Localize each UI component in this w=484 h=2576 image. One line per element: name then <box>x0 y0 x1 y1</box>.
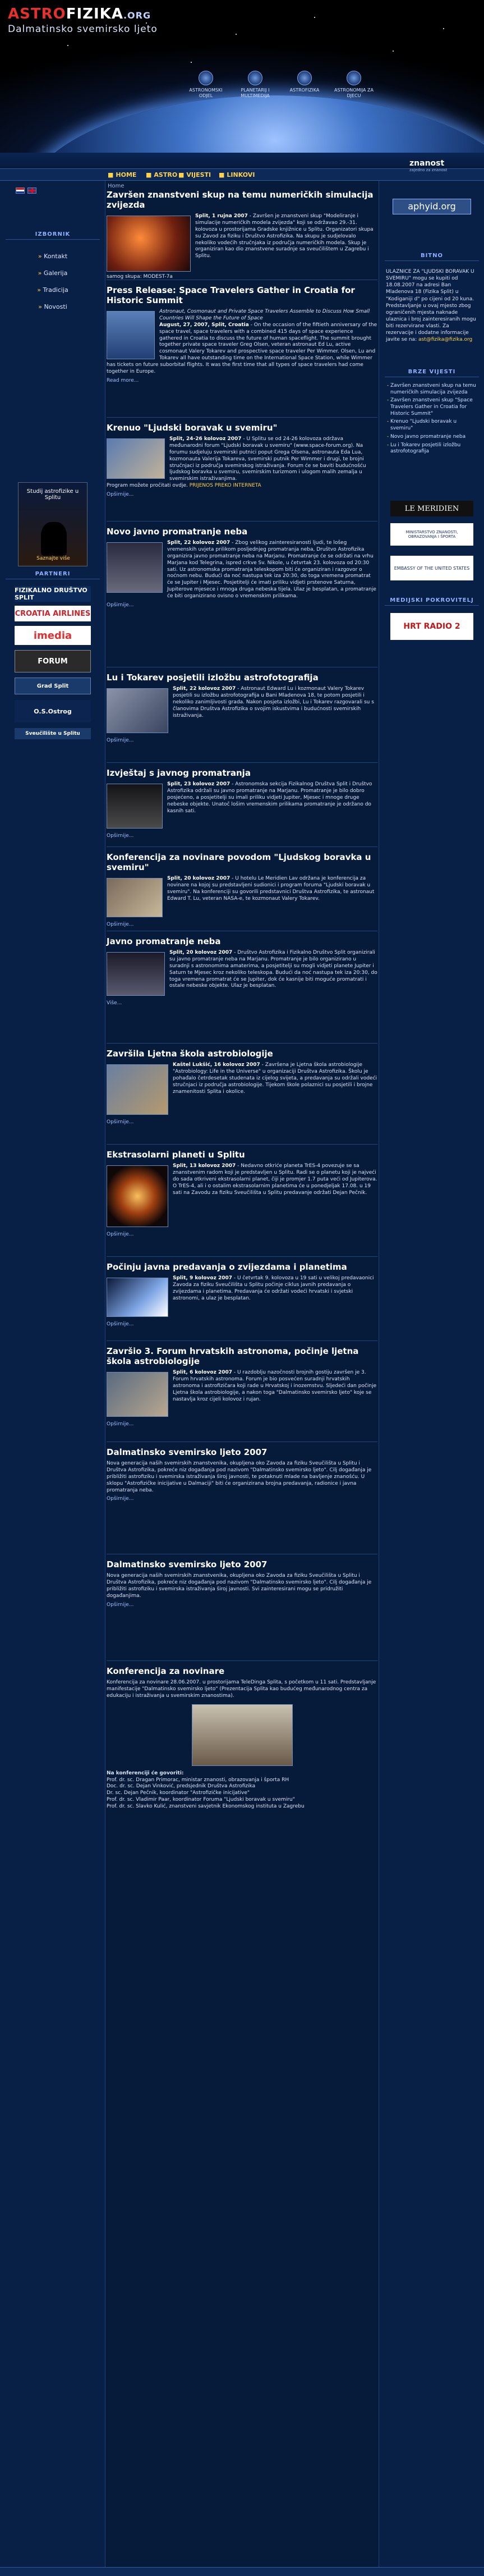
news-column <box>107 190 377 2567</box>
article-image <box>107 1278 168 1317</box>
article: Počinju javna predavanja o zvijezdama i planetima Split, 9 kolovoz 2007 - U četvrtak 9. kolovoza u 19 sati u velikoj predavaonici Zavoda za fiziku Sveučilišta u Splitu počinje ciklus javnih predavanja o zvijezdama i planetima. Predavanja će održati vodeći hrvatski i svjetski astronomi, a ulaz je besplatan. Opširnije... <box>107 1262 377 1328</box>
article-title[interactable]: Počinju javna predavanja o zvijezdama i planetima <box>107 1262 347 1272</box>
croatian-flag-icon[interactable] <box>16 187 25 194</box>
article: Konferencija za novinare povodom "Ljudskog boravka u svemiru" Split, 20 kolovoz 2007 - U hotelu Le Meridien Lav održana je konferencija za novinare na kojoj su predstavljeni sudionici i program foruma "Ljudski boravak u svemiru". Na konferenciji su govorili predstavnici Društva Astrofizika, te astronaut Edward T. Lu, veteran NASA-e, te kozmonaut Valery Tokarev. Opširnije... <box>107 852 377 928</box>
partner-sveuciliste[interactable]: Sveučilište u Splitu <box>15 728 91 739</box>
article-image <box>107 311 155 359</box>
article-caption: samog skupa: MODEST-7a <box>107 274 173 280</box>
article-image <box>107 1372 168 1417</box>
studij-astrofizike-banner[interactable] <box>18 482 87 566</box>
top-nav-item-djeca[interactable]: ASTRONOMIJA ZA DJECU <box>333 71 375 98</box>
article-title[interactable]: Konferencija za novinare <box>107 1666 225 1676</box>
left-sidebar <box>0 181 105 2576</box>
speaker-item: Prof. dr. sc. Slavko Kulić, znanstveni savjetnik Ekonomskog instituta u Zagrebu <box>107 1804 305 1809</box>
article-title[interactable]: Dalmatinsko svemirsko ljeto 2007 <box>107 1447 268 1457</box>
article-title[interactable]: Završila Ljetna škola astrobiologije <box>107 1049 273 1059</box>
article: Završio 3. Forum hrvatskih astronoma, počinje ljetna škola astrobiologije Split, 6 kolovoz 2007 - U razdoblju nazočnosti brojnih gostiju završen je 3. Forum hrvatskih astronoma. Forum je bio posvećen suradnji hrvatskih astronoma i astrofizičara koji rade u Hrvatskoj i inozemstvu. Sljedeći dan počinje Ljetna škola astrobiologije, a nakon toga "Dalmatinsko svemirsko ljeto" koje se nastavlja kroz cijeli kolovoz i rujan. Opširnije... <box>107 1346 377 1427</box>
article-image <box>107 784 163 829</box>
read-more-link[interactable]: Opširnije... <box>107 922 134 927</box>
article-image <box>107 952 165 996</box>
nav-linkovi[interactable]: ■ LINKOVI <box>219 171 255 179</box>
menu-tradicija[interactable]: » Tradicija <box>6 286 100 294</box>
site-logo[interactable] <box>8 6 158 35</box>
read-more-link[interactable]: Opširnije... <box>107 1119 134 1125</box>
article: Dalmatinsko svemirsko ljeto 2007 Nova generacija naših svemirskih znanstvenika, okupljena oko Zavoda za fiziku Sveučilišta u Splitu i Društva Astrofizika, pokreće niz događanja pod nazivom "Dalmatinsko svemirsko ljeto". Cilj događanja je približiti astrofiziku i svemirska istraživanja široj javnosti. Svi zainteresirani mogu se pridružiti događanjima. Opširnije... <box>107 1559 377 1608</box>
banner-title: Studij astrofizike u Splitu <box>26 488 79 501</box>
article-image <box>107 1165 168 1227</box>
media-title: MEDIJSKI POKROVITELJ <box>385 597 479 606</box>
partner-imedia[interactable]: imedia <box>15 626 91 645</box>
star-icon <box>297 71 312 85</box>
right-sidebar <box>379 181 484 2576</box>
contact-email-link[interactable]: ast@fizika@fizika.org <box>418 337 473 343</box>
article-title[interactable]: Dalmatinsko svemirsko ljeto 2007 <box>107 1559 268 1570</box>
article-image <box>107 542 163 593</box>
read-more-link[interactable]: Opširnije... <box>107 602 134 608</box>
speaker-item: Prof. dr. sc. Vladimir Paar, koordinator Foruma "Ljudski boravak u svemiru" <box>107 1797 295 1803</box>
logo-fizika-text: FIZIKA <box>66 6 123 22</box>
telescope-silhouette-icon <box>41 522 67 556</box>
partneri-title: PARTNERI <box>6 571 100 579</box>
read-more-link[interactable]: Opširnije... <box>107 738 134 743</box>
aphyid-link[interactable]: aphyid.org <box>393 199 471 214</box>
language-switcher <box>16 187 36 194</box>
quick-news-list <box>387 383 477 457</box>
ministry-logo[interactable]: MINISTARSTVO ZNANOSTI, OBRAZOVANJA I ŠPORTA <box>390 523 473 546</box>
press-conference-image <box>192 1704 293 1766</box>
izbornik-title: IZBORNIK <box>6 231 100 240</box>
breadcrumb[interactable]: Home <box>108 183 125 189</box>
site-header <box>0 0 484 168</box>
partner-fizikalno-drustvo[interactable]: FIZIKALNO DRUŠTVO SPLIT <box>15 586 91 602</box>
hrt-radio2-logo[interactable]: HRT RADIO 2 <box>390 613 473 640</box>
speaker-item: Doc. dr. sc. Dejan Vinković, predsjednik Društva Astrofizika <box>107 1783 256 1790</box>
article: Javno promatranje neba Split, 20 kolovoz 2007 - Društvo Astrofizika i Fizikalno Društvo Split organizirali su javno promatranje neba na Marjanu. Promatranje je bilo organizirano u suradnji s astronomima amaterima, a posjetitelji su mogli vidjeti planete Jupiter i Saturn te Mjesec kroz nekoliko teleskopa. Budući da noć nastupa tek iza 20:30, do toga vremena promatrat će se Jupiter, dok će kasnije biti moguće promatrati i ostale nebeske objekte. Ulaz je besplatan. Više... <box>107 936 377 1006</box>
article: Dalmatinsko svemirsko ljeto 2007 Nova generacija naših svemirskih znanstvenika, okupljena oko Zavoda za fiziku Sveučilišta u Splitu i Društva Astrofizika, pokreće niz događanja pod nazivom "Dalmatinsko svemirsko ljeto". Cilj događanja je približiti astrofiziku i svemirska istraživanja široj javnosti, te potaknuti mlade na bavljenje znanošću. U sklopu "Astrofizičke inicijative u Dalmaciji" biti će organizirana brojna predavanja, radionice i javna promatranja neba. Opširnije... <box>107 1447 377 1503</box>
banner-button[interactable]: Saznajte više <box>36 556 70 561</box>
quick-news-item[interactable]: - Novo javno promatranje neba <box>387 434 477 441</box>
read-more-link[interactable]: Opširnije... <box>107 1602 134 1608</box>
article: Izvještaj s javnog promatranja Split, 23 kolovoz 2007 - Astronomska sekcija Fizikalnog Društva Split i Društvo Astrofizika održali su javno promatranje na Marjanu. Promatranje je bilo dobro posjećeno, a posjetitelji su imali priliku vidjeti Jupiter, Mjesec i mnoge druge nebeske objekte. Unatoč lošim vremenskim prilikama promatranje je održano do kasnih sati. Opširnije... <box>107 768 377 840</box>
partner-forum[interactable]: FORUM <box>15 650 91 672</box>
article-title[interactable]: Javno promatranje neba <box>107 936 221 946</box>
nav-vijesti[interactable]: ■ VIJESTI <box>178 171 211 179</box>
article: Završila Ljetna škola astrobiologije Kaštel Lukšić, 16 kolovoz 2007 - Završena je Ljetna škola astrobiologije "Astrobiology: Life in the Universe" u organizaciji Društva Astrofizika. Školu je pohađalo četrdesetak studenata iz cijelog svijeta, a predavanja su održali vodeći stručnjaci iz područja astrobiologije. Tijekom škole polaznici su posjetili i brojne znamenitosti Splita i okolice. Opširnije... <box>107 1049 377 1125</box>
article: Lu i Tokarev posjetili izložbu astrofotografija Split, 22 kolovoz 2007 - Astronaut Edward Lu i kozmonaut Valery Tokarev posjetili su izložbu astrofotografija u Bani Mladenova 18, te potom posjetili i nekoliko zanimljivosti grada. Nakon posjeta izložbi, Lu i Tokarev razgovarali su s članovima Društva Astrofizika o svojim iskustvima i budućnosti svemirskih istraživanja. Opširnije... <box>107 672 377 744</box>
article-title[interactable]: Novo javno promatranje neba <box>107 527 248 537</box>
read-more-link[interactable]: Više... <box>107 1000 122 1006</box>
read-more-link[interactable]: Opširnije... <box>107 833 134 839</box>
speaker-item: Prof. dr. sc. Dragan Primorac, ministar znanosti, obrazovanja i športa RH <box>107 1777 289 1783</box>
read-more-link[interactable]: Opširnije... <box>107 1496 134 1502</box>
quick-news-item[interactable]: - Krenuo "Ljudski boravak u svemiru" <box>387 419 477 432</box>
quick-news-item[interactable]: - Završen znanstveni skup "Space Travelers Gather in Croatia for Historic Summit" <box>387 397 477 417</box>
article-image <box>107 438 165 479</box>
article-image <box>107 688 168 733</box>
quick-news-item[interactable]: - Završen znanstveni skup na temu numeričkih simulacija zvijezda <box>387 383 477 396</box>
top-nav-item-astrofizika[interactable]: ASTROFIZIKA <box>284 71 325 98</box>
article-title[interactable]: Press Release: Space Travelers Gather in Croatia for Historic Summit <box>107 285 355 305</box>
brze-vijesti-title: BRZE VIJESTI <box>385 369 479 377</box>
article-title[interactable]: Završen znanstveni skup na temu numeričkih simulacija zvijezda <box>107 190 374 210</box>
article: Ekstrasolarni planeti u Splitu Split, 13 kolovoz 2007 - Nedavno otkriće planeta TrES-4 povezuje se sa znanstvenim radom koji je predstavljen u Splitu. Radi se o planetu koji je najveći do sada otkriveni ekstrasolarni planet, čiji je promjer 1.7 puta veći od Jupiterova. O TrES-4, ali i o ostalim ekstrasolarnim planetima će u ponedjeljak 17.08. u 19 sati na Zavodu za fiziku Sveučilišta u Splitu predavanje održati Dejan Pečnik. Opširnije... <box>107 1150 377 1237</box>
article-title[interactable]: Izvještaj s javnog promatranja <box>107 768 251 778</box>
read-more-link[interactable]: Read more... <box>107 377 139 383</box>
article-title[interactable]: Krenuo "Ljudski boravak u svemiru" <box>107 423 278 433</box>
article-title[interactable]: Završio 3. Forum hrvatskih astronoma, počinje ljetna škola astrobiologije <box>107 1346 359 1366</box>
article-image <box>107 216 191 272</box>
top-nav-item-astronomski[interactable]: ASTRONOMSKI ODJEL <box>185 71 227 98</box>
znanost-logo[interactable]: znanost zajedno za znanost <box>409 159 448 172</box>
article-title[interactable]: Ekstrasolarni planeti u Splitu <box>107 1150 245 1160</box>
article-title[interactable]: Konferencija za novinare povodom "Ljudskog boravka u svemiru" <box>107 852 371 872</box>
menu-galerija[interactable]: » Galerija <box>6 269 100 277</box>
article: Krenuo "Ljudski boravak u svemiru" Split, 24-26 kolovoz 2007 - U Splitu se od 24-26 kolovoza održava međunarodni forum "Ljudski boravak u svemiru" (www.space-forum.org). Na forumu sudjeluju svemirski putnici poput Grega Olsena, astronauta Eda Lua, kozmonauta Valerija Tokareva, svemirski putnik Per Wimmer i drugi, te brojni stručnjaci iz područja svemirskog istraživanja. Forum će se baviti budućnošću ljudskog boravka u svemiru, svemirskim turizmom i ulogom malih zemalja u svemirskim istraživanjima. Program možete pročitati ovdje. PRIJENOS PREKO INTERNETA Opširnije... <box>107 423 377 498</box>
article-title[interactable]: Lu i Tokarev posjetili izložbu astrofotografija <box>107 672 319 683</box>
top-nav-item-planetarij[interactable]: PLANETARIJ I MULTIMEDIJA <box>234 71 276 98</box>
menu-novosti[interactable]: » Novosti <box>6 303 100 310</box>
english-flag-icon[interactable] <box>27 187 36 194</box>
article-image <box>107 1064 168 1115</box>
read-more-link[interactable]: Opširnije... <box>107 1232 134 1237</box>
live-stream-link[interactable]: PRIJENOS PREKO INTERNETA <box>189 483 261 489</box>
partner-os-ostrog[interactable]: O.S.Ostrog <box>15 700 91 722</box>
us-embassy-logo[interactable]: EMBASSY OF THE UNITED STATES <box>390 556 473 580</box>
bitno-title: BITNO <box>385 253 479 261</box>
telescope-icon <box>199 71 213 85</box>
footer <box>0 2567 484 2576</box>
speaker-item: Dr. sc. Dejan Pečnik, koordinator "Astrofizičke inicijative" <box>107 1790 250 1796</box>
article: Završen znanstveni skup na temu numeričkih simulacija zvijezda Split, 1 rujna 2007 - Završen je znanstveni skup "Modeliranje i simulacije numeričkih modela zvijezda" koji se održavao 29.-31. kolovoza u prostorijama Gradske knjižnice u Splitu. Organizatori skupa su Zavod za fiziku i Društvo Astrofizika. Na skupu je sudjelovalo nekoliko vodećih stručnjaka iz područja numeričkih modela. Skup je organiziran kao dio znanstvene suradnje sa sveučilištem u Zagrebu i Splitu. samog skupa: MODEST-7a <box>107 190 377 281</box>
nav-home[interactable]: ■ HOME <box>108 171 137 179</box>
logo-subtitle: Dalmatinsko svemirsko ljeto <box>8 24 158 35</box>
read-more-link[interactable]: Opširnije... <box>107 1421 134 1427</box>
logo-astro-text: ASTRO <box>8 6 66 22</box>
logo-tld-text: .ORG <box>123 10 151 21</box>
moon-icon <box>347 71 361 85</box>
read-more-link[interactable]: Opširnije... <box>107 1321 134 1327</box>
partner-croatia-airlines[interactable]: CROATIA AIRLINES <box>15 606 91 621</box>
article: Press Release: Space Travelers Gather in Croatia for Historic Summit Astronaut, Cosmonaut and Private Space Travelers Assemble to Discuss How Small Countries Will Shape the Future of Space August, 27, 2007, Split, Croatia - On the occasion of the fiftieth anniversary of the space travel, space travelers with a combined 415 days of space experience gathered in Croatia to discuss the future of human spaceflight. The summit brought together private space traveler Greg Olsen, veteran astronaut Ed Lu, active cosmonaut Valery Tokarev and prospective space traveler Per Wimmer. Olsen, Lu and Tokarev all have outstanding time on the International Space Station, while Wimmer has tickets on future suborbital flights. It was the first time that all types of space travelers had come together in Europe. Read more... <box>107 285 377 383</box>
article: Novo javno promatranje neba Split, 22 kolovoz 2007 - Zbog velikog zainteresiranosti ljudi, te lošeg vremenskih uvjeta prilikom posljednjeg promatranja neba, Društvo Astrofizika organizira javno promatranje neba na Marjanu. Promatranje će se održati na vrhu Marjana kod Telegrina, ispred crkve Sv. Nikole, u četvrtak 23. kolovoza od 20:30 sati. Uz astronomska promatranja teleskopom biti će organiziran i razgovor o noćnom nebu. Budući da noć nastupa tek iza 20:30, do toga vremena promatrat će se Jupiter i Mjesec. Posjetitelji će imati priliku vidjeti prstenove Saturna, Jupiterove mjesece i mnoga druga nebeska tijela. Ulaz je besplatan, a promatranje će biti organizirano ovisno o vremenskim prilikama. Opširnije... <box>107 527 377 609</box>
top-icon-nav <box>185 71 375 98</box>
menu-kontakt[interactable]: » Kontakt <box>6 253 100 260</box>
partner-grad-split[interactable]: Grad Split <box>15 678 91 694</box>
article-image <box>107 878 163 917</box>
planet-icon <box>248 71 262 85</box>
le-meridien-logo[interactable]: LE MERIDIEN <box>390 501 473 516</box>
read-more-link[interactable]: Opširnije... <box>107 492 134 497</box>
article: Konferencija za novinare Konferencija za novinare 28.06.2007. u prostorijama TeleDinga Splita, s početkom u 11 sati. Predstavljanje manifestacije "Dalmatinsko svemirsko ljeto" (Prezentacija Splita kao budućeg međunarodnog centra za edukaciju i istraživanja u svemirskim znanostima). Na konferenciji će govoriti: Prof. dr. sc. Dragan Primorac, ministar znanosti, obrazovanja i športa RH Doc. dr. sc. Dejan Vinković, predsjednik Društva Astrofizika Dr. sc. Dejan Pečnik, koordinator "Astrofizičke inicijative" Prof. dr. sc. Vladimir Paar, koordinator Foruma "Ljudski boravak u svemiru" Prof. dr. sc. Slavko Kulić, znanstveni savjetnik Ekonomskog instituta u Zagrebu <box>107 1666 377 1810</box>
quick-news-item[interactable]: - Lu i Tokarev posjetili izložbu astrofotografija <box>387 442 477 455</box>
ticket-notice: ULAZNICE ZA "LJUDSKI BORAVAK U SVEMIRU" mogu se kupiti od 18.08.2007 na adresi Ban Mladenova 18 (Fizika Split) u "Kodiganiji d" po cijeni od 20 kuna. Predstavljanje u ovaj mjesto zbog ograničenih mjesta naknade ulaznica i broj zainteresiranih mogu biti rezervirane vlasti. Za rezervacije i dodatne informacije javite se na: ast@fizika@fizika.org <box>386 269 476 343</box>
nav-astro[interactable]: ■ ASTRO <box>146 171 178 179</box>
